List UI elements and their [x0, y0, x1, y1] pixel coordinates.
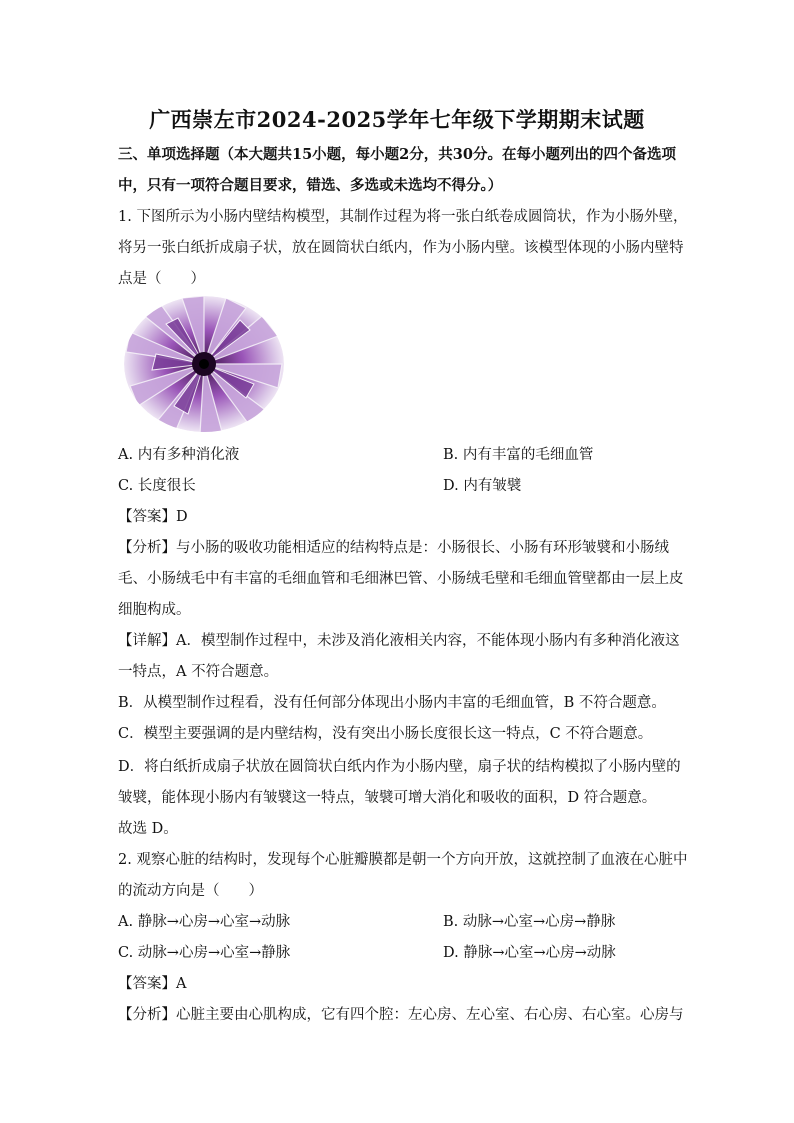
- q2-option-a: A. 静脉→心房→心室→动脉: [118, 914, 291, 930]
- section-instructions-line-2: 中，只有一项符合题目要求，错选、多选或未选均不得分。）: [118, 177, 503, 194]
- q1-detail-line-5: D．将白纸折成扇子状放在圆筒状白纸内作为小肠内壁，扇子状的结构模拟了小肠内壁的: [118, 759, 681, 775]
- q1-detail-line-2: 一特点，A 不符合题意。: [118, 664, 279, 680]
- q1-detail-line-6: 皱襞，能体现小肠内有皱襞这一特点，皱襞可增大消化和吸收的面积，D 符合题意。: [118, 790, 657, 806]
- q2-option-d: D. 静脉→心室→心房→动脉: [443, 945, 616, 961]
- q1-analysis-line-3: 细胞构成。: [118, 602, 191, 618]
- q1-analysis-line-2: 毛、小肠绒毛中有丰富的毛细血管和毛细淋巴管、小肠绒毛壁和毛细血管壁都由一层上皮: [118, 571, 684, 587]
- page-title: 广西崇左市2024-2025学年七年级下学期期末试题: [149, 107, 645, 132]
- section-instructions-line-1: 三、单项选择题（本大题共15小题，每小题2分，共30分。在每小题列出的四个备选项: [118, 146, 676, 163]
- q2-answer: 【答案】A: [118, 976, 187, 992]
- q2-option-b: B. 动脉→心室→心房→静脉: [443, 914, 616, 930]
- q1-detail-line-3: B．从模型制作过程看，没有任何部分体现出小肠内丰富的毛细血管，B 不符合题意。: [118, 695, 666, 711]
- q1-detail-line-7: 故选 D。: [118, 821, 178, 837]
- q2-stem-line-2: 的流动方向是（ ）: [118, 883, 263, 899]
- q1-detail-line-1: 【详解】A．模型制作过程中，未涉及消化液相关内容，不能体现小肠内有多种消化液这: [118, 633, 680, 649]
- q2-analysis-line-1: 【分析】心脏主要由心肌构成，它有四个腔：左心房、左心室、右心房、右心室。心房与: [118, 1007, 684, 1023]
- q1-detail-line-4: C．模型主要强调的是内壁结构，没有突出小肠长度很长这一特点，C 不符合题意。: [118, 726, 653, 742]
- q1-answer: 【答案】D: [118, 509, 188, 525]
- q1-stem-line-3: 点是（ ）: [118, 271, 205, 287]
- q2-option-c: C. 动脉→心房→心室→静脉: [118, 945, 291, 961]
- q1-option-b: B. 内有丰富的毛细血管: [443, 447, 594, 463]
- q2-stem-line-1: 2. 观察心脏的结构时，发现每个心脏瓣膜都是朝一个方向开放，这就控制了血液在心脏中: [118, 852, 688, 868]
- folded-paper-fan-intestine-model-image: [122, 294, 286, 434]
- q1-option-d: D. 内有皱襞: [443, 478, 522, 494]
- q1-stem-line-1: 1. 下图所示为小肠内壁结构模型，其制作过程为将一张白纸卷成圆筒状，作为小肠外壁，: [118, 209, 688, 225]
- q1-stem-line-2: 将另一张白纸折成扇子状，放在圆筒状白纸内，作为小肠内壁。该模型体现的小肠内壁特: [118, 240, 684, 256]
- q1-option-a: A. 内有多种消化液: [118, 447, 240, 463]
- q1-option-c: C. 长度很长: [118, 478, 196, 494]
- q1-analysis-line-1: 【分析】与小肠的吸收功能相适应的结构特点是：小肠很长、小肠有环形皱襞和小肠绒: [118, 540, 669, 556]
